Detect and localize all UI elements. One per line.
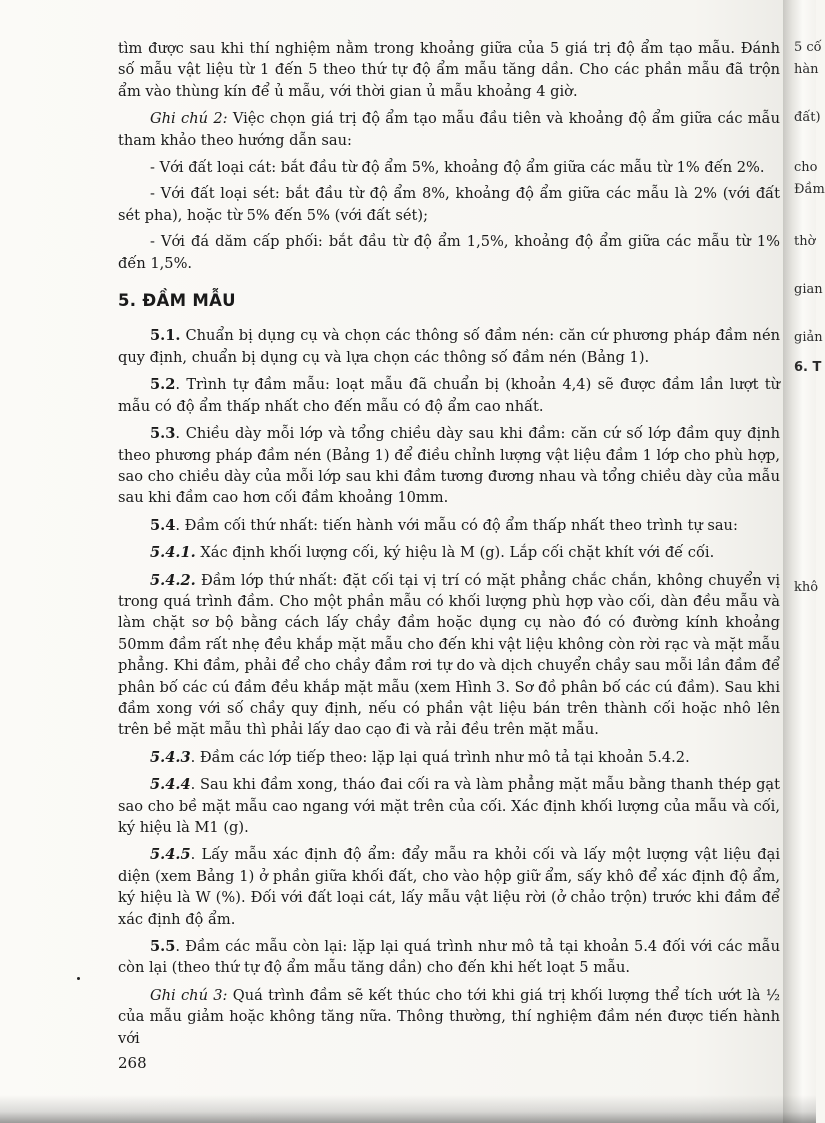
clause-5-4-2-number: 5.4.2. bbox=[150, 571, 196, 589]
clause-5-4-5-text: . Lấy mẫu xác định độ ẩm: đẩy mẫu ra khỏi cối và lấy một lượng vật liệu đại diện (xem Bảng 1) ở phần giữa khối đất, cho vào hộp giữ ẩm, sấy khô để xác định độ ẩm, ký hiệu là W (%). Đối với đất loại cát, lấy mẫu vật liệu rời (ở chảo trộn) trước khi đầm để xác định độ ẩm. bbox=[118, 846, 780, 928]
clause-5-5-text: . Đầm các mẫu còn lại: lặp lại quá trình như mô tả tại khoản 5.4 đối với các mẫu còn lại (theo thứ tự độ ẩm mẫu tăng dần) cho đến khi hết loạt 5 mẫu. bbox=[118, 938, 780, 977]
note-3-label: Ghi chú 3: bbox=[150, 986, 228, 1004]
clause-5-4-4 bbox=[118, 774, 780, 838]
page-number: 268 bbox=[118, 1054, 147, 1072]
page-text-column bbox=[118, 38, 780, 1055]
clause-5-4-4-number: 5.4.4 bbox=[150, 776, 191, 794]
clause-5-4-1 bbox=[118, 542, 780, 563]
bullet-clay: - Với đất loại sét: bắt đầu từ độ ẩm 8%, khoảng độ ẩm giữa các mẫu là 2% (với đất sét pha), hoặc từ 5% đến 5% (với đất sét); bbox=[118, 185, 780, 224]
clause-5-5 bbox=[118, 936, 780, 979]
bullet-sand: - Với đất loại cát: bắt đầu từ độ ẩm 5%, khoảng độ ẩm giữa các mẫu từ 1% đến 2%. bbox=[150, 159, 765, 177]
clause-5-4-3 bbox=[118, 747, 780, 768]
next-page-fragment: cho bbox=[794, 160, 818, 175]
bullet-gravel: - Với đá dăm cấp phối: bắt đầu từ độ ẩm 1,5%, khoảng độ ẩm giữa các mẫu từ 1% đến 1,5%. bbox=[118, 233, 780, 272]
clause-5-4-3-text: . Đầm các lớp tiếp theo: lặp lại quá trình như mô tả tại khoản 5.4.2. bbox=[190, 748, 690, 766]
intro-paragraph: tìm được sau khi thí nghiệm nằm trong khoảng giữa của 5 giá trị độ ẩm tạo mẫu. Đánh số mẫu vật liệu từ 1 đến 5 theo thứ tự độ ẩm mẫu tăng dần. Cho các phần mẫu đã trộn ẩm vào thùng kín để ủ mẫu, với thời gian ủ mẫu khoảng 4 giờ. bbox=[118, 40, 780, 100]
clause-5-1 bbox=[118, 325, 780, 368]
next-page-edge bbox=[792, 0, 825, 1123]
clause-5-2-number: 5.2 bbox=[150, 376, 176, 394]
note-2-text: Việc chọn giá trị độ ẩm tạo mẫu đầu tiên và khoảng độ ẩm giữa các mẫu tham khảo theo hướng dẫn sau: bbox=[118, 110, 780, 149]
clause-5-3 bbox=[118, 423, 780, 509]
clause-5-3-number: 5.3 bbox=[150, 425, 176, 443]
clause-5-4-3-number: 5.4.3 bbox=[150, 748, 191, 766]
clause-5-4-1-number: 5.4.1. bbox=[150, 544, 196, 562]
next-page-fragment: 6. T bbox=[794, 360, 822, 375]
clause-5-4 bbox=[118, 515, 780, 536]
note-2 bbox=[118, 108, 780, 151]
clause-5-4-text: . Đầm cối thứ nhất: tiến hành với mẫu có độ ẩm thấp nhất theo trình tự sau: bbox=[175, 516, 738, 534]
clause-5-4-2-text: Đầm lớp thứ nhất: đặt cối tại vị trí có mặt phẳng chắc chắn, không chuyển vị trong quá trình đầm. Cho một phần mẫu có khối lượng phù hợp vào cối, dàn đều mẫu và làm chặt sơ bộ bằng cách lấy chầy đầm hoặc dụng cụ nào đó có đường kính khoảng 50mm đầm rất nhẹ đều khắp mặt mẫu cho đến khi vật liệu không còn rời rạc và mặt mẫu phẳng. Khi đầm, phải để cho chầy đầm rơi tự do và dịch chuyển chầy sau mỗi lần đầm để phân bố các cú đầm đều khắp mặt mẫu (xem Hình 3. Sơ đồ phân bố các cú đầm). Sau khi đầm xong với số chầy quy định, nếu có phần vật liệu bán trên thành cối hoặc nhô lên trên bề mặt mẫu thì phải lấy dao cạo đi và rải đều trên mặt mẫu. bbox=[118, 571, 780, 739]
clause-5-4-1-text: Xác định khối lượng cối, ký hiệu là M (g). Lắp cối chặt khít với đế cối. bbox=[195, 544, 715, 562]
clause-5-1-text: Chuẩn bị dụng cụ và chọn các thông số đầm nén: căn cứ phương pháp đầm nén quy định, chuẩn bị dụng cụ và lựa chọn các thông số đầm nén (Bảng 1). bbox=[118, 327, 780, 366]
next-page-fragment: hàn bbox=[794, 62, 819, 77]
clause-5-4-4-text: . Sau khi đầm xong, tháo đai cối ra và làm phẳng mặt mẫu bằng thanh thép gạt sao cho bề mặt mẫu cao ngang với mặt trên của cối. Xác định khối lượng của mẫu và cối, ký hiệu là M1 (g). bbox=[118, 776, 780, 836]
next-page-fragment: giản bbox=[794, 330, 823, 345]
clause-5-4-5 bbox=[118, 844, 780, 930]
clause-5-1-number: 5.1. bbox=[150, 327, 181, 345]
margin-dot bbox=[77, 977, 80, 980]
clause-5-2 bbox=[118, 374, 780, 417]
note-3 bbox=[118, 985, 780, 1049]
section-heading: 5. ĐẦM MẪU bbox=[118, 291, 236, 311]
clause-5-2-text: . Trình tự đầm mẫu: loạt mẫu đã chuẩn bị (khoản 4,4) sẽ được đầm lần lượt từ mẫu có độ ẩm thấp nhất cho đến mẫu có độ ẩm cao nhất. bbox=[118, 376, 780, 415]
clause-5-4-number: 5.4 bbox=[150, 516, 176, 534]
next-page-fragment: gian bbox=[794, 282, 823, 297]
next-page-fragment: đất) bbox=[794, 110, 821, 125]
note-2-label: Ghi chú 2: bbox=[150, 110, 228, 128]
clause-5-5-number: 5.5 bbox=[150, 938, 176, 956]
page-bottom-shadow bbox=[0, 1095, 816, 1123]
note-3-text: Quá trình đầm sẽ kết thúc cho tới khi giá trị khối lượng thể tích ướt là ½ của mẫu giảm hoặc không tăng nữa. Thông thường, thí nghiệm đầm nén được tiến hành với bbox=[118, 986, 780, 1047]
clause-5-4-2 bbox=[118, 570, 780, 741]
next-page-fragment: khô bbox=[794, 580, 819, 595]
next-page-fragment: Đầm bbox=[794, 182, 825, 197]
clause-5-3-text: . Chiều dày mỗi lớp và tổng chiều dày sau khi đầm: căn cứ số lớp đầm quy định theo phương pháp đầm nén (Bảng 1) để điều chỉnh lượng vật liệu đầm 1 lớp cho phù hợp, sao cho chiều dày của mỗi lớp sau khi đầm tương đương nhau và tổng chiều dày của mẫu sau khi đầm cao hơn cối đầm khoảng 10mm. bbox=[118, 425, 780, 507]
clause-5-4-5-number: 5.4.5 bbox=[150, 846, 191, 864]
next-page-fragment: thờ bbox=[794, 234, 816, 249]
next-page-fragment: 5 cố bbox=[794, 40, 822, 55]
